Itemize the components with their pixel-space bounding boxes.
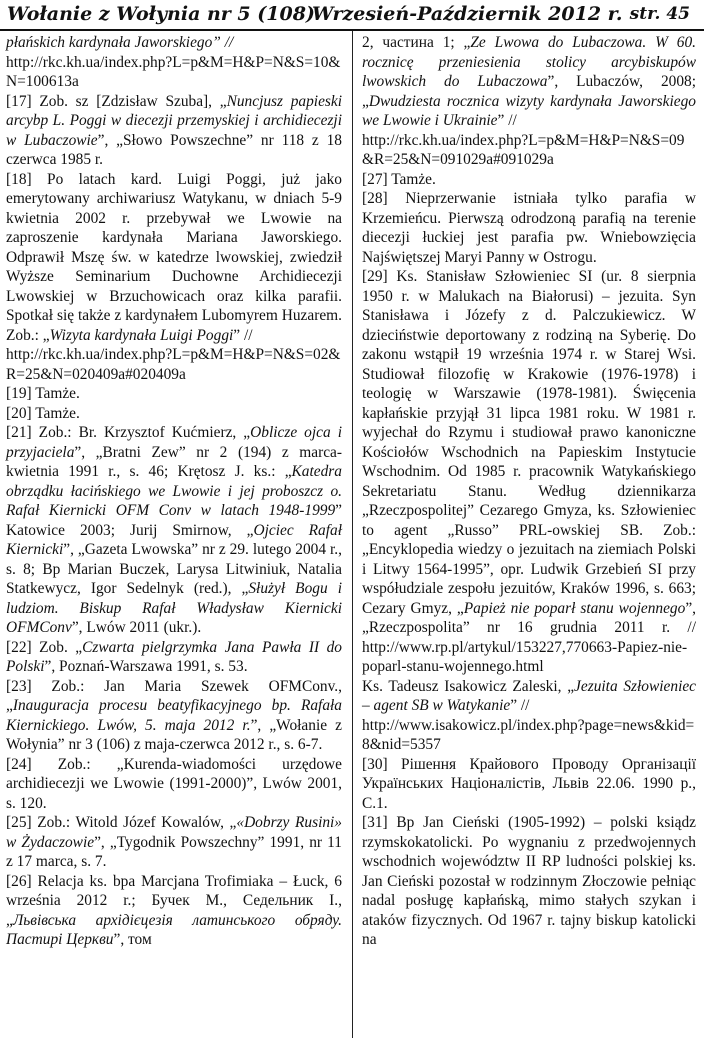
footnote-text: Львівська архідієцезія латинського обряду. Пастирі Церкви: [6, 911, 342, 948]
footnote-n17: [6, 92, 342, 170]
footnote-text: Ze Lwowa do Lubaczowa. W 60. rocznicę przeniesienia stolicy arcybiskupów lwowskich do Lubaczowa: [362, 34, 696, 90]
footnote-text: [31] Bp Jan Cieński (1905-1992) – polski ksiądz rzymskokatolicki. Po wygnaniu z przedwojennych wschodnich województw II RP ludności polskiej ks. Jan Cieński pozostał w rodzinnym Złoczowie pełniąc nadal posługę kapłańską, mimo stałych szykan i ataków fizycznych. Od 1967 r. tajny biskup katolicki na: [362, 814, 696, 948]
footnote-text: [25] Zob.: Witold Józef Kowalów, „: [6, 814, 237, 831]
footnote-n18b: [6, 345, 342, 384]
footnote-text: Oblicze ojca i przyjaciela: [6, 424, 342, 461]
footnote-text: [29] Ks. Stanisław Szłowieniec SI (ur. 8 sierpnia 1950 r. w Malukach na Białorusi) – jezuita. Syn Stanisława i Józefy z d. Palczukiewicz. W dzieciństwie deportowany z rodziną na Syberię. Do zakonu wstąpił 19 września 1974 r. w Starej Wsi. Studiował filozofię w Krakowie (1976-1978) i teologię w Warszawie (1978-1981). Święcenia kapłańskie przyjął 31 lipca 1981 roku. W 1981 r. wyjechał do Rzymu i studiował prawo kanoniczne Kościołów Wschodnich na Papieskim Instytucie Wschodnim. Od 1985 r. pracownik Watykańskiego Sekretariatu Stanu. Według dziennikarza „Rzeczpospolitej” Cezarego Gmyza, ks. Szłowieniec to agent „Russo” PRL-owskiej SB. Zob.: „Encyklopedia wiedzy o jezuitach na ziemiach Polski i Litwy 1564-1995”, opr. Ludwik Grzebień SI przy współudziale zespołu jezuitów, Kraków 1996, s. 663; Cezary Gmyz, „: [362, 268, 696, 617]
footnote-text: [30] Рішення Крайового Проводу Організації Українських Націоналістів, Львів 22.06. 1990 р., С.1.: [362, 755, 696, 812]
footnote-text: [22] Zob. „: [6, 638, 83, 656]
footnote-text: ”, „Słowo Powszechne” nr 118 z 18 czerwca 1985 r.: [6, 131, 342, 168]
footnote-n19: [6, 384, 342, 404]
column-divider: [352, 31, 353, 1038]
footnote-text: http://www.isakowicz.pl/index.php?page=news&kid=8&nid=5357: [362, 716, 695, 753]
footnote-text: Papież nie poparł stanu wojennego: [463, 599, 686, 617]
footnote-text: płańskich kardynała Jaworskiego” //: [6, 34, 234, 51]
footnote-text: [27] Tamże.: [362, 170, 436, 188]
footnote-text: Służył Bogu i ludziom. Biskup Rafał Władysław Kiernicki OFMConv: [6, 580, 342, 636]
footnote-text: [26] Relacja ks. bpa Marcjana Trofimiaka – Łuck, 6 września 2012 r.; Бучек М., Седельник І., „: [6, 872, 342, 929]
footnote-text: ” //: [510, 697, 530, 714]
footnote-n25: [6, 813, 342, 872]
footnote-n20: [6, 404, 342, 424]
footnote-r0b: [362, 131, 696, 170]
footnote-text: [23] Zob.: Jan Maria Szewek OFMConv., „: [6, 677, 342, 714]
footnote-text: [18] Po latach kard. Luigi Poggi, już jako emerytowany archiwariusz Watykanu, w dniach 5-9 kwietnia 2002 r. przebywał we Lwowie na zaproszenie kardynała Mariana Jaworskiego. Odprawił Mszę św. w katedrze lwowskiej, zwiedził Wyższe Seminarium Duchowne Archidiecezji Lwowskiej w Brzuchowicach oraz kilka parafii. Spotkał się także z kardynałem Lubomyrem Huzarem. Zob.: „: [6, 170, 342, 344]
footnote-text: [17] Zob. sz [Zdzisław Szuba], „: [6, 92, 227, 110]
footnote-text: [20] Tamże.: [6, 404, 80, 422]
footnote-text: Dwudziesta rocznica wizyty kardynała Jaworskiego we Lwowie i Ukrainie: [362, 92, 696, 129]
footnote-text: ”, „Tygodnik Powszechny” 1991, nr 11 z 17 marca, s. 7.: [6, 833, 342, 870]
footnote-r0: [362, 33, 696, 131]
footnote-n18: [6, 170, 342, 346]
footnote-n30: [362, 755, 696, 814]
page-number: str. 45: [629, 4, 690, 24]
footnote-n27: [362, 170, 696, 190]
issue-date: Wrzesień-Październik 2012 r.: [312, 3, 623, 25]
footnote-text: [24] Zob.: „Kurenda-wiadomości urzędowe archidiecezji we Lwowie (1991-2000)”, Lwów 2001, s. 120.: [6, 755, 342, 812]
footnote-text: ”, „Wołanie z Wołynia” nr 3 (106) z maja-czerwca 2012 r., s. 6-7.: [6, 716, 342, 753]
footnote-n21: [6, 423, 342, 638]
footnote-text: ”, „Bratni Zew” nr 2 (194) z marca-kwietnia 1991 r., s. 46; Krętosz J. ks.: „: [6, 443, 342, 480]
footnote-text: http://rkc.kh.ua/index.php?L=p&M=H&P=N&S=09&R=25&N=091029a#091029a: [362, 131, 685, 168]
footnote-text: ”, Lubaczów, 2008; „: [362, 73, 696, 110]
footnote-text: Ojciec Rafał Kiernicki: [6, 521, 342, 558]
footnote-n26: [6, 872, 342, 950]
footnote-text: Katedra obrządku łacińskiego we Lwowie i jej proboszcz o. Rafał Kiernicki OFM Conv w latach 1948-1999: [6, 463, 342, 519]
footnote-text: ”, том: [113, 931, 152, 948]
footnote-n23: [6, 677, 342, 755]
footnote-n29c: [362, 716, 696, 755]
footnote-text: [21] Zob.: Br. Krzysztof Kućmierz, „: [6, 424, 251, 441]
footnote-text: http://rkc.kh.ua/index.php?L=p&M=H&P=N&S=10&N=100613a: [6, 53, 341, 90]
footnote-text: Jezuita Szłowieniec – agent SB w Watykanie: [362, 677, 697, 714]
right-column: [362, 33, 696, 950]
footnote-text: ”, Poznań-Warszawa 1991, s. 53.: [44, 658, 248, 675]
footnote-text: ”, „Rzeczpospolita” nr 16 grudnia 2011 r. // http://www.rp.pl/artykul/153227,770663-Papiez-nie-poparl-stanu-wojennego.html: [362, 599, 696, 675]
footnote-n24: [6, 755, 342, 814]
footnote-text: Czwarta pielgrzymka Jana Pawła II do Polski: [6, 638, 342, 675]
footnote-text: ” Katowice 2003; Jurij Smirnow, „: [6, 502, 342, 539]
footnote-text: Inauguracja procesu beatyfikacyjnego bp. Rafała Kiernickiego. Lwów, 5. maja 2012 r.: [6, 697, 342, 734]
page-header: [0, 0, 704, 30]
footnote-text: ” //: [233, 326, 253, 344]
footnote-text: ” //: [497, 112, 517, 129]
footnote-n29b: [362, 677, 696, 716]
footnote-text: Nuncjusz papieski arcybp L. Poggi w diecezji przemyskiej i archidiecezji w Lubaczowie: [6, 92, 343, 149]
footnote-n31: [362, 813, 696, 950]
footnote-text: ”, Lwów 2011 (ukr.).: [71, 619, 202, 636]
footnote-text: Ks. Tadeusz Isakowicz Zaleski, „: [362, 677, 575, 695]
footnote-text: 2, частина 1; „: [362, 34, 471, 51]
footnote-text: Wizyta kardynała Luigi Poggi: [49, 326, 234, 344]
footnote-text: [19] Tamże.: [6, 385, 80, 402]
footnote-text: ”, „Gazeta Lwowska” nr z 29. lutego 2004 r., s. 8; Bp Marian Buczek, Larysa Litwiniuk, Natalia Statkewycz, Igor Sedelnyk (red.), „: [6, 541, 342, 597]
footnote-l0b: [6, 53, 342, 92]
footnote-text: [28] Nieprzerwanie istniała tylko parafia w Krzemieńcu. Pierwszą odrodzoną parafią na terenie diecezji łuckiej jest parafia pw. Wniebowzięcia Najświętszej Maryi Panny w Ostrogu.: [362, 190, 696, 266]
magazine-title: Wołanie z Wołynia nr 5 (108): [7, 3, 315, 25]
footnote-n29: [362, 267, 696, 677]
left-column: [6, 33, 342, 950]
footnote-n22: [6, 638, 342, 677]
footnote-l0: [6, 33, 342, 53]
footnote-n28: [362, 189, 696, 267]
footnote-text: «Dobrzy Rusini» w Żydaczowie: [6, 814, 343, 851]
footnote-text: http://rkc.kh.ua/index.php?L=p&M=H&P=N&S=02&R=25&N=020409a#020409a: [6, 346, 341, 383]
